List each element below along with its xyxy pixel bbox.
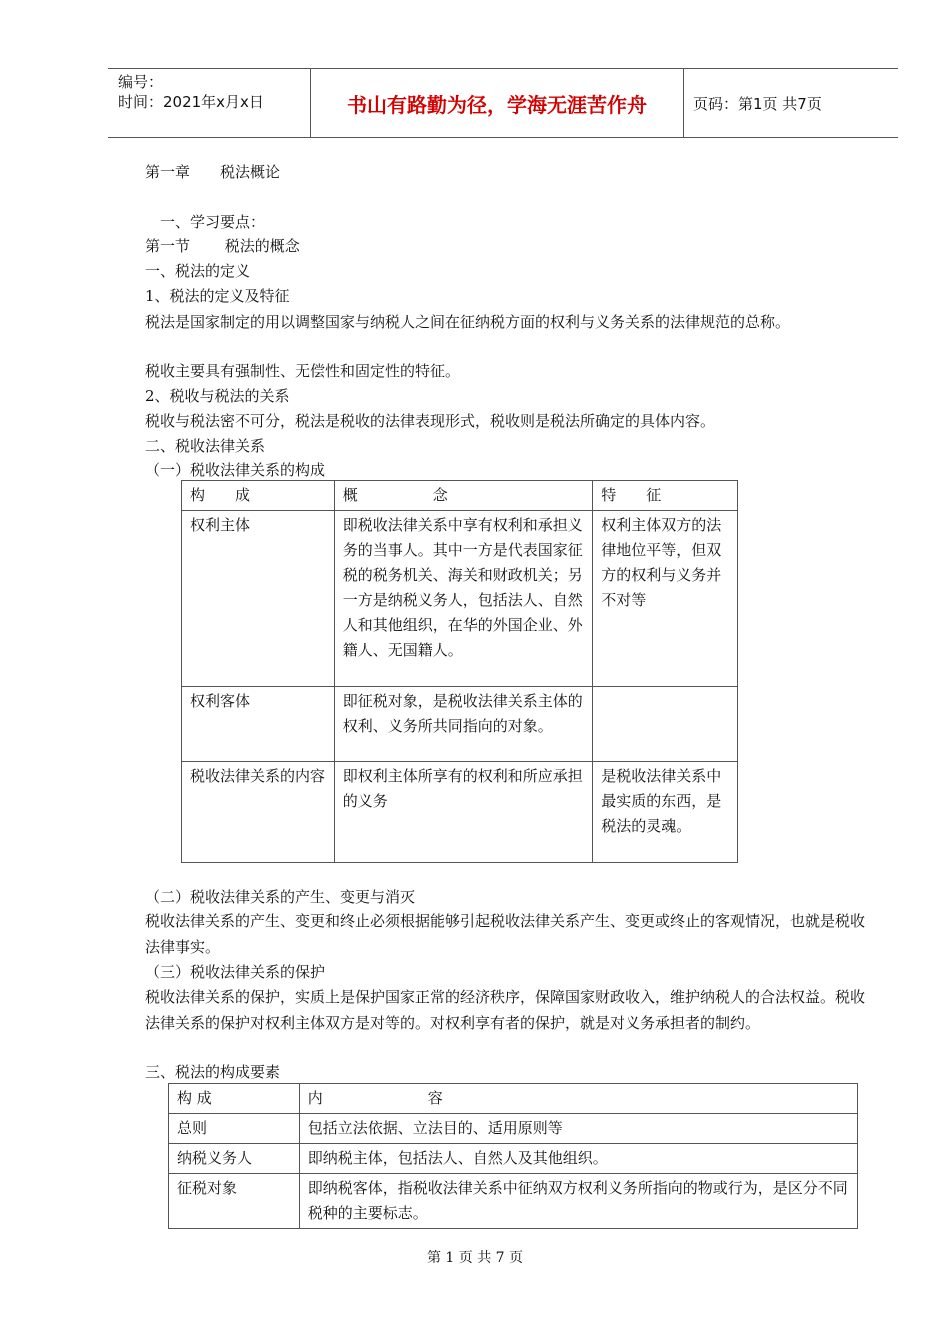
number-label: 编号： bbox=[118, 73, 164, 91]
table-cell: 即纳税主体，包括法人、自然人及其他组织。 bbox=[299, 1144, 857, 1174]
table-header-row bbox=[169, 1084, 858, 1114]
table-header-cell: 构 成 bbox=[169, 1084, 300, 1114]
header-motto: 书山有路勤为径，学海无涯苦作舟 bbox=[310, 69, 684, 137]
definition-heading: 一、税法的定义 bbox=[145, 262, 251, 280]
relation-heading: 2、税收与税法的关系 bbox=[145, 387, 290, 405]
table-cell: 是税收法律关系中最实质的东西，是税法的灵魂。 bbox=[593, 762, 738, 863]
table-header-row bbox=[182, 481, 738, 511]
page-footer: 第 1 页 共 7 页 bbox=[426, 1250, 524, 1266]
chapter-title: 第一章 税法概论 bbox=[145, 163, 281, 181]
header-page-info: 页码：第1页 共7页 bbox=[693, 94, 822, 113]
table-cell: 税收法律关系的内容 bbox=[182, 762, 335, 863]
table-header-cell: 概 念 bbox=[334, 481, 593, 511]
composition-table bbox=[181, 480, 738, 863]
time-label: 时间：2021年x月x日 bbox=[118, 93, 264, 111]
change-heading: （二）税收法律关系的产生、变更与消灭 bbox=[145, 888, 416, 906]
features-paragraph: 税收主要具有强制性、无偿性和固定性的特征。 bbox=[145, 362, 461, 380]
table-row bbox=[169, 1114, 858, 1144]
table-row bbox=[169, 1144, 858, 1174]
table-row bbox=[182, 762, 738, 863]
table-cell: 即纳税客体，指税收法律关系中征纳双方权利义务所指向的物或行为，是区分不同税种的主要标志。 bbox=[299, 1174, 857, 1229]
definition-features-heading: 1、税法的定义及特征 bbox=[145, 287, 290, 305]
definition-paragraph: 税法是国家制定的用以调整国家与纳税人之间在征纳税方面的权利与义务关系的法律规范的总称。 bbox=[145, 313, 791, 331]
change-paragraph: 税收法律关系的产生、变更和终止必须根据能够引起税收法律关系产生、变更或终止的客观情况，也就是税收法律事实。 bbox=[145, 912, 866, 956]
relation-paragraph: 税收与税法密不可分，税法是税收的法律表现形式，税收则是税法所确定的具体内容。 bbox=[145, 412, 716, 430]
elements-table bbox=[168, 1083, 858, 1229]
table-header-cell: 内 容 bbox=[299, 1084, 857, 1114]
protection-heading: （三）税收法律关系的保护 bbox=[145, 963, 326, 981]
table-cell: 即税收法律关系中享有权利和承担义务的当事人。其中一方是代表国家征税的税务机关、海关和财政机关；另一方是纳税义务人，包括法人、自然人和其他组织，在华的外国企业、外籍人、无国籍人。 bbox=[334, 511, 593, 687]
table-cell: 总则 bbox=[169, 1114, 300, 1144]
header-meta bbox=[108, 69, 310, 137]
table-cell: 权利主体双方的法律地位平等，但双方的权利与义务并不对等 bbox=[593, 511, 738, 687]
table-header-cell: 特 征 bbox=[593, 481, 738, 511]
table-cell bbox=[593, 687, 738, 762]
table-row bbox=[182, 511, 738, 687]
table-cell: 即征税对象，是税收法律关系主体的权利、义务所共同指向的对象。 bbox=[334, 687, 593, 762]
table-cell: 征税对象 bbox=[169, 1174, 300, 1229]
study-points-heading: 一、学习要点： bbox=[160, 213, 266, 231]
table-cell: 纳税义务人 bbox=[169, 1144, 300, 1174]
table-cell: 即权利主体所享有的权利和所应承担的义务 bbox=[334, 762, 593, 863]
page-header bbox=[108, 68, 898, 138]
elements-heading: 三、税法的构成要素 bbox=[145, 1063, 281, 1081]
legal-relation-heading: 二、税收法律关系 bbox=[145, 437, 266, 455]
table-row bbox=[169, 1174, 858, 1229]
table-cell: 权利客体 bbox=[182, 687, 335, 762]
table-row bbox=[182, 687, 738, 762]
section-title: 第一节 税法的概念 bbox=[145, 237, 300, 255]
table-cell: 包括立法依据、立法目的、适用原则等 bbox=[299, 1114, 857, 1144]
protection-paragraph: 税收法律关系的保护，实质上是保护国家正常的经济秩序，保障国家财政收入，维护纳税人的合法权益。税收法律关系的保护对权利主体双方是对等的。对权利享有者的保护，就是对义务承担者的制约。 bbox=[145, 988, 866, 1032]
composition-heading: （一）税收法律关系的构成 bbox=[145, 461, 326, 479]
table-header-cell: 构 成 bbox=[182, 481, 335, 511]
table-cell: 权利主体 bbox=[182, 511, 335, 687]
